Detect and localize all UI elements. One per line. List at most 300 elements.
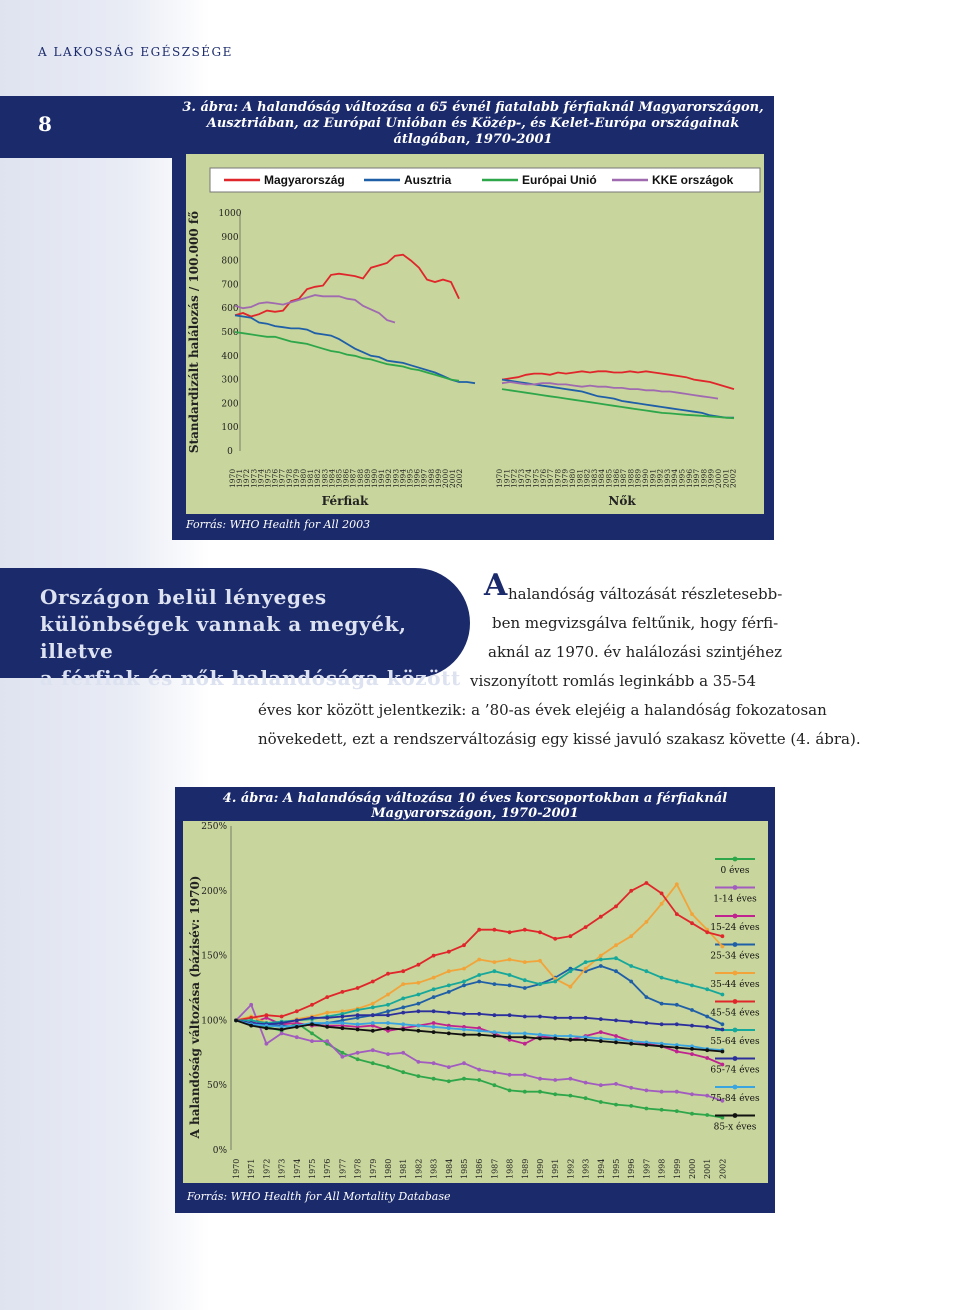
series4-6-marker-21	[553, 980, 557, 984]
legend4-label-0: 0 éves	[720, 866, 750, 876]
series4-6-marker-16	[477, 973, 481, 977]
series4-5-marker-10	[386, 972, 390, 976]
series4-8-marker-9	[371, 1021, 375, 1025]
series4-7-marker-28	[660, 1022, 664, 1026]
legend4-label-8: 75-84 éves	[710, 1094, 760, 1104]
series4-4-marker-23	[584, 967, 588, 971]
series4-6-marker-9	[371, 1006, 375, 1010]
x-tick-women-2001: 2001	[721, 468, 731, 488]
y-tick-300: 300	[221, 375, 239, 386]
series4-8-marker-13	[432, 1025, 436, 1029]
x-tick-men-2001: 2001	[448, 468, 458, 488]
series4-5-marker-11	[401, 969, 405, 973]
figure-3-caption: 3. ábra: A halandóság változása a 65 évnél fiatalabb férfiaknál Magyarországon, Ausztriában, az Európai Unióban és Közép-, és Kelet-Európa országainak átlagában, 1970-2001	[182, 100, 764, 147]
series4-1-marker-10	[386, 1052, 390, 1056]
series4-5-marker-18	[508, 930, 512, 934]
series4-6-marker-17	[493, 969, 497, 973]
series4-8-marker-18	[508, 1032, 512, 1036]
series4-7-marker-32	[721, 1028, 725, 1032]
x4-tick-1996: 1996	[627, 1158, 637, 1179]
legend4-label-3: 25-34 éves	[710, 951, 760, 962]
series4-4-marker-19	[523, 960, 527, 964]
series4-1-marker-2	[265, 1042, 269, 1046]
series4-9-marker-8	[356, 1028, 360, 1032]
series4-1-marker-17	[493, 1070, 497, 1074]
series4-9-marker-27	[645, 1043, 649, 1047]
legend4-label-7: 65-74 éves	[710, 1065, 760, 1076]
series4-0-marker-29	[675, 1109, 679, 1113]
legend4-marker-2	[733, 914, 738, 919]
y-tick-200: 200	[221, 399, 239, 410]
series4-9-marker-30	[690, 1047, 694, 1051]
series4-6-marker-14	[447, 984, 451, 988]
series4-3-marker-28	[660, 1002, 664, 1006]
series4-1-marker-24	[599, 1083, 603, 1087]
series4-9-marker-32	[721, 1050, 725, 1054]
series4-4-marker-32	[721, 945, 725, 949]
figure-3-panel	[186, 154, 764, 514]
series4-4-marker-16	[477, 958, 481, 962]
series4-4-marker-9	[371, 1002, 375, 1006]
x4-tick-1983: 1983	[429, 1158, 439, 1179]
y-tick-100: 100	[221, 423, 239, 434]
x-tick-women-1997: 1997	[692, 468, 702, 488]
series4-9-marker-5	[310, 1022, 314, 1026]
series4-7-marker-14	[447, 1011, 451, 1015]
x4-tick-1992: 1992	[566, 1158, 576, 1179]
series4-9-marker-22	[569, 1038, 573, 1042]
x-tick-women-1999: 1999	[706, 468, 716, 488]
series4-7-marker-13	[432, 1009, 436, 1013]
series4-1-marker-16	[477, 1068, 481, 1072]
y-tick-800: 800	[221, 256, 239, 267]
x4-tick-2000: 2000	[688, 1158, 697, 1179]
y4-tick-200%: 200%	[201, 886, 227, 897]
series4-9-marker-13	[432, 1030, 436, 1034]
x4-tick-1989: 1989	[520, 1158, 530, 1179]
series4-1-marker-8	[356, 1051, 360, 1055]
callout-box	[0, 568, 470, 690]
x-tick-women-1981: 1981	[575, 468, 585, 488]
series4-6-marker-20	[538, 982, 542, 986]
series4-3-marker-13	[432, 995, 436, 999]
series4-1-marker-4	[295, 1035, 299, 1039]
x-tick-women-2000: 2000	[714, 468, 723, 488]
x4-tick-1975: 1975	[308, 1158, 317, 1179]
series4-3-marker-10	[386, 1009, 390, 1013]
series4-1-marker-13	[432, 1061, 436, 1065]
series4-5-marker-16	[477, 928, 481, 932]
series4-9-marker-9	[371, 1029, 375, 1033]
series4-7-marker-22	[569, 1016, 573, 1020]
x-tick-men-1981: 1981	[306, 468, 316, 488]
series4-9-marker-12	[417, 1029, 421, 1033]
series4-9-marker-28	[660, 1044, 664, 1048]
series4-8-marker-6	[325, 1021, 329, 1025]
series4-9-marker-17	[493, 1034, 497, 1038]
series4-1-marker-22	[569, 1077, 573, 1081]
figure-3-chart	[172, 96, 774, 540]
series4-2-marker-19	[523, 1042, 527, 1046]
x4-tick-1970: 1970	[232, 1158, 241, 1179]
y4-tick-0%: 0%	[212, 1146, 227, 1156]
series4-7-marker-31	[705, 1025, 709, 1029]
series4-0-marker-14	[447, 1079, 451, 1083]
x-tick-women-1992: 1992	[655, 468, 665, 488]
x4-tick-1997: 1997	[642, 1158, 652, 1179]
series4-9-marker-3	[280, 1028, 284, 1032]
series4-3-marker-29	[675, 1003, 679, 1007]
series4-6-marker-23	[584, 960, 588, 964]
x4-tick-1981: 1981	[399, 1158, 409, 1179]
series4-1-marker-5	[310, 1039, 314, 1043]
series4-7-marker-26	[629, 1020, 633, 1024]
series4-5-marker-28	[660, 892, 664, 896]
y4-tick-250%: 250%	[201, 822, 227, 832]
series4-9-marker-18	[508, 1035, 512, 1039]
series4-5-marker-17	[493, 928, 497, 932]
x-tick-men-1983: 1983	[320, 468, 330, 488]
series4-8-marker-11	[401, 1022, 405, 1026]
series4-4-marker-12	[417, 981, 421, 985]
x-tick-women-1980: 1980	[568, 468, 577, 488]
x-tick-men-1992: 1992	[384, 468, 394, 488]
x4-tick-1971: 1971	[247, 1158, 257, 1179]
series4-6-marker-18	[508, 973, 512, 977]
series4-5-marker-7	[341, 990, 345, 994]
x-tick-men-1982: 1982	[313, 468, 323, 488]
legend-label-1: Ausztria	[404, 173, 452, 187]
series4-0-marker-19	[523, 1090, 527, 1094]
series4-5-marker-14	[447, 950, 451, 954]
series4-3-marker-31	[705, 1015, 709, 1019]
figure-4	[175, 787, 775, 1213]
series4-8-marker-16	[477, 1029, 481, 1033]
series4-5-marker-31	[705, 930, 709, 934]
x4-tick-1972: 1972	[262, 1158, 272, 1179]
y4-tick-150%: 150%	[201, 951, 227, 962]
series4-9-marker-0	[234, 1019, 238, 1023]
series4-5-marker-6	[325, 995, 329, 999]
y-tick-400: 400	[221, 351, 239, 362]
x-tick-men-1998: 1998	[426, 468, 436, 488]
y4-tick-100%: 100%	[201, 1016, 227, 1027]
x-tick-men-1974: 1974	[256, 468, 266, 488]
series4-2-marker-31	[705, 1056, 709, 1060]
series4-6-marker-11	[401, 997, 405, 1001]
series4-1-marker-3	[280, 1032, 284, 1036]
series4-6-marker-25	[614, 956, 618, 960]
y-tick-700: 700	[221, 280, 239, 291]
series4-3-marker-17	[493, 982, 497, 986]
legend4-label-4: 35-44 éves	[710, 980, 760, 990]
series4-6-marker-28	[660, 976, 664, 980]
series4-5-marker-29	[675, 912, 679, 916]
series4-7-marker-5	[310, 1016, 314, 1020]
x4-tick-1995: 1995	[612, 1158, 621, 1179]
series4-8-marker-17	[493, 1030, 497, 1034]
series4-7-marker-3	[280, 1021, 284, 1025]
series4-4-marker-17	[493, 960, 497, 964]
series4-1-marker-29	[675, 1090, 679, 1094]
x-tick-men-1984: 1984	[327, 468, 337, 488]
figure-3	[172, 96, 774, 540]
series4-5-marker-21	[553, 937, 557, 941]
series4-7-marker-27	[645, 1021, 649, 1025]
series4-4-marker-30	[690, 912, 694, 916]
legend4-label-5: 45-54 éves	[710, 1008, 760, 1019]
series4-9-marker-26	[629, 1042, 633, 1046]
series4-5-marker-8	[356, 986, 360, 990]
series4-1-marker-26	[629, 1086, 633, 1090]
x-tick-women-1994: 1994	[670, 468, 680, 488]
y4-tick-50%: 50%	[206, 1081, 227, 1092]
x4-tick-1974: 1974	[292, 1158, 302, 1179]
series4-7-marker-23	[584, 1016, 588, 1020]
x-tick-men-2000: 2000	[441, 468, 450, 488]
series4-1-marker-28	[660, 1090, 664, 1094]
series4-8-marker-8	[356, 1022, 360, 1026]
series4-8-marker-19	[523, 1032, 527, 1036]
legend4-marker-1	[733, 885, 738, 890]
x4-tick-1978: 1978	[353, 1158, 363, 1179]
series4-3-marker-16	[477, 980, 481, 984]
series4-9-marker-4	[295, 1025, 299, 1029]
callout-line-3: a férfiak és nők halandósága között	[40, 666, 461, 690]
series4-7-marker-7	[341, 1015, 345, 1019]
x4-tick-1973: 1973	[277, 1158, 287, 1179]
x-tick-men-1989: 1989	[362, 468, 372, 488]
series4-8-marker-14	[447, 1026, 451, 1030]
series4-6-marker-22	[569, 969, 573, 973]
series4-8-marker-10	[386, 1021, 390, 1025]
x-tick-men-1995: 1995	[405, 468, 415, 488]
x-tick-men-1991: 1991	[377, 468, 387, 488]
figure-4-panel	[183, 821, 768, 1183]
series4-1-marker-27	[645, 1089, 649, 1093]
series4-8-marker-7	[341, 1021, 345, 1025]
x-tick-women-1986: 1986	[611, 468, 621, 488]
legend4-marker-5	[733, 999, 738, 1004]
series4-0-marker-5	[310, 1032, 314, 1036]
series4-4-marker-29	[675, 882, 679, 886]
series4-0-marker-20	[538, 1090, 542, 1094]
series4-5-marker-12	[417, 963, 421, 967]
series4-5-marker-20	[538, 930, 542, 934]
paragraph-line-6: növekedett, ezt a rendszerváltozásig egy kissé javuló szakasz követte (4. ábra).	[258, 730, 861, 748]
series4-6-marker-29	[675, 980, 679, 984]
series4-6-marker-24	[599, 958, 603, 962]
x-tick-women-1977: 1977	[546, 468, 556, 488]
paragraph-line-4: viszonyított romlás leginkább a 35-54	[470, 672, 757, 690]
series4-5-marker-3	[280, 1015, 284, 1019]
series4-1-marker-11	[401, 1051, 405, 1055]
legend-label-3: KKE országok	[652, 173, 734, 187]
series4-4-marker-20	[538, 959, 542, 963]
paragraph-line-2: ben megvizsgálva feltűnik, hogy férfi-	[492, 614, 779, 632]
x4-tick-1993: 1993	[581, 1158, 591, 1179]
legend-label-0: Magyarország	[264, 173, 345, 187]
series4-7-marker-29	[675, 1022, 679, 1026]
x-tick-women-2002: 2002	[728, 468, 738, 488]
x-tick-women-1996: 1996	[684, 468, 694, 488]
x-tick-women-1978: 1978	[553, 468, 563, 488]
series4-3-marker-32	[721, 1022, 725, 1026]
series4-9-marker-11	[401, 1028, 405, 1032]
series4-6-marker-26	[629, 964, 633, 968]
series4-1-marker-14	[447, 1065, 451, 1069]
x-tick-men-1975: 1975	[263, 468, 273, 488]
x-tick-men-2002: 2002	[455, 468, 465, 488]
series4-5-marker-25	[614, 905, 618, 909]
series4-5-marker-24	[599, 915, 603, 919]
series4-9-marker-16	[477, 1033, 481, 1037]
paragraph-line-1: halandóság változását részletesebb-	[508, 585, 783, 603]
y-tick-0: 0	[227, 447, 233, 457]
series4-2-marker-30	[690, 1052, 694, 1056]
page-number-box	[0, 96, 172, 158]
series4-6-marker-15	[462, 980, 466, 984]
x-tick-men-1973: 1973	[249, 468, 259, 488]
series4-9-marker-1	[249, 1024, 253, 1028]
y-tick-1000: 1000	[218, 209, 242, 219]
x-tick-women-1995: 1995	[677, 468, 687, 488]
figure-4-source: Forrás: WHO Health for All Mortality Database	[187, 1190, 451, 1203]
x-tick-women-1976: 1976	[538, 468, 548, 488]
series4-7-marker-24	[599, 1017, 603, 1021]
series4-9-marker-21	[553, 1037, 557, 1041]
series4-5-marker-13	[432, 954, 436, 958]
series4-0-marker-13	[432, 1077, 436, 1081]
y-tick-600: 600	[221, 304, 239, 315]
x-tick-women-1983: 1983	[589, 468, 599, 488]
series4-3-marker-12	[417, 1002, 421, 1006]
series4-5-marker-5	[310, 1003, 314, 1007]
series4-7-marker-16	[477, 1012, 481, 1016]
series4-0-marker-8	[356, 1057, 360, 1061]
series4-6-marker-12	[417, 993, 421, 997]
series4-3-marker-19	[523, 986, 527, 990]
x-tick-men-1990: 1990	[370, 468, 379, 488]
x-tick-men-1980: 1980	[299, 468, 308, 488]
x-tick-women-1993: 1993	[662, 468, 672, 488]
x-tick-women-1975: 1975	[531, 468, 541, 488]
series4-7-marker-25	[614, 1019, 618, 1023]
series4-9-marker-14	[447, 1032, 451, 1036]
x-tick-women-1985: 1985	[604, 468, 614, 488]
series4-4-marker-10	[386, 993, 390, 997]
series4-9-marker-23	[584, 1038, 588, 1042]
x4-tick-2002: 2002	[718, 1158, 728, 1179]
series4-5-marker-30	[690, 921, 694, 925]
series4-5-marker-23	[584, 925, 588, 929]
x-tick-women-1998: 1998	[699, 468, 709, 488]
x-tick-men-1997: 1997	[419, 468, 429, 488]
x-tick-women-1974: 1974	[524, 468, 534, 488]
series4-0-marker-24	[599, 1100, 603, 1104]
x-tick-men-1988: 1988	[355, 468, 365, 488]
series4-7-marker-11	[401, 1011, 405, 1015]
x-tick-men-1985: 1985	[334, 468, 344, 488]
series4-4-marker-24	[599, 954, 603, 958]
figure-4-caption: 4. ábra: A halandóság változása 10 éves korcsoportokban a férfiaknál Magyarországon, 1970-2001	[222, 791, 728, 821]
series4-7-marker-4	[295, 1019, 299, 1023]
series4-5-marker-2	[265, 1013, 269, 1017]
series4-3-marker-11	[401, 1006, 405, 1010]
y-tick-900: 900	[221, 232, 239, 243]
series4-8-marker-20	[538, 1033, 542, 1037]
series4-9-marker-6	[325, 1025, 329, 1029]
legend-label-2: Európai Unió	[522, 173, 597, 187]
x-tick-women-1972: 1972	[509, 468, 519, 488]
series4-6-marker-8	[356, 1008, 360, 1012]
group-label-men: Férfiak	[321, 494, 369, 508]
callout-line-2: különbségek vannak a megyék, illetve	[40, 612, 407, 663]
series4-1-marker-31	[705, 1094, 709, 1098]
x-tick-men-1978: 1978	[284, 468, 294, 488]
series4-5-marker-19	[523, 928, 527, 932]
series4-5-marker-32	[721, 934, 725, 938]
x4-tick-1979: 1979	[368, 1158, 378, 1179]
x-tick-men-1970: 1970	[228, 468, 237, 488]
series4-4-marker-11	[401, 982, 405, 986]
section-header: A LAKOSSÁG EGÉSZSÉGE	[38, 45, 233, 59]
x-tick-women-1988: 1988	[626, 468, 636, 488]
x-tick-men-1987: 1987	[348, 468, 358, 488]
series4-7-marker-9	[371, 1013, 375, 1017]
series4-7-marker-17	[493, 1013, 497, 1017]
x-tick-women-1973: 1973	[516, 468, 526, 488]
series4-9-marker-24	[599, 1039, 603, 1043]
series4-1-marker-30	[690, 1092, 694, 1096]
x4-tick-1991: 1991	[551, 1158, 561, 1179]
x-tick-men-1999: 1999	[433, 468, 443, 488]
legend4-label-1: 1-14 éves	[713, 894, 757, 905]
series4-4-marker-22	[569, 985, 573, 989]
x4-tick-1977: 1977	[338, 1158, 348, 1179]
series4-9-marker-29	[675, 1046, 679, 1050]
legend4-label-6: 55-64 éves	[710, 1037, 760, 1047]
series4-0-marker-28	[660, 1108, 664, 1112]
y4-axis-label: A halandóság változása (bázisév: 1970)	[188, 875, 202, 1139]
x4-tick-1990: 1990	[536, 1158, 545, 1179]
series4-6-marker-30	[690, 984, 694, 988]
series4-1-marker-23	[584, 1081, 588, 1085]
series4-9-marker-15	[462, 1033, 466, 1037]
series4-4-marker-13	[432, 976, 436, 980]
callout-line-1: Országon belül lényeges	[40, 585, 327, 609]
x-tick-men-1996: 1996	[412, 468, 422, 488]
x-tick-men-1971: 1971	[235, 468, 245, 488]
legend4-marker-9	[733, 1113, 738, 1118]
series4-1-marker-21	[553, 1078, 557, 1082]
x4-tick-1984: 1984	[444, 1158, 454, 1179]
series4-4-marker-28	[660, 902, 664, 906]
series4-0-marker-12	[417, 1074, 421, 1078]
x4-tick-1994: 1994	[596, 1158, 606, 1179]
legend4-marker-3	[733, 942, 738, 947]
figure-4-chart	[175, 787, 775, 1213]
x-tick-women-1987: 1987	[619, 468, 629, 488]
paragraph-line-3: aknál az 1970. év halálozási szintjéhez	[488, 643, 782, 661]
series4-9-marker-7	[341, 1026, 345, 1030]
series4-3-marker-26	[629, 980, 633, 984]
series4-7-marker-12	[417, 1009, 421, 1013]
x-tick-women-1989: 1989	[633, 468, 643, 488]
series4-1-marker-19	[523, 1073, 527, 1077]
page-number: 8	[38, 112, 52, 136]
series4-9-marker-2	[265, 1026, 269, 1030]
